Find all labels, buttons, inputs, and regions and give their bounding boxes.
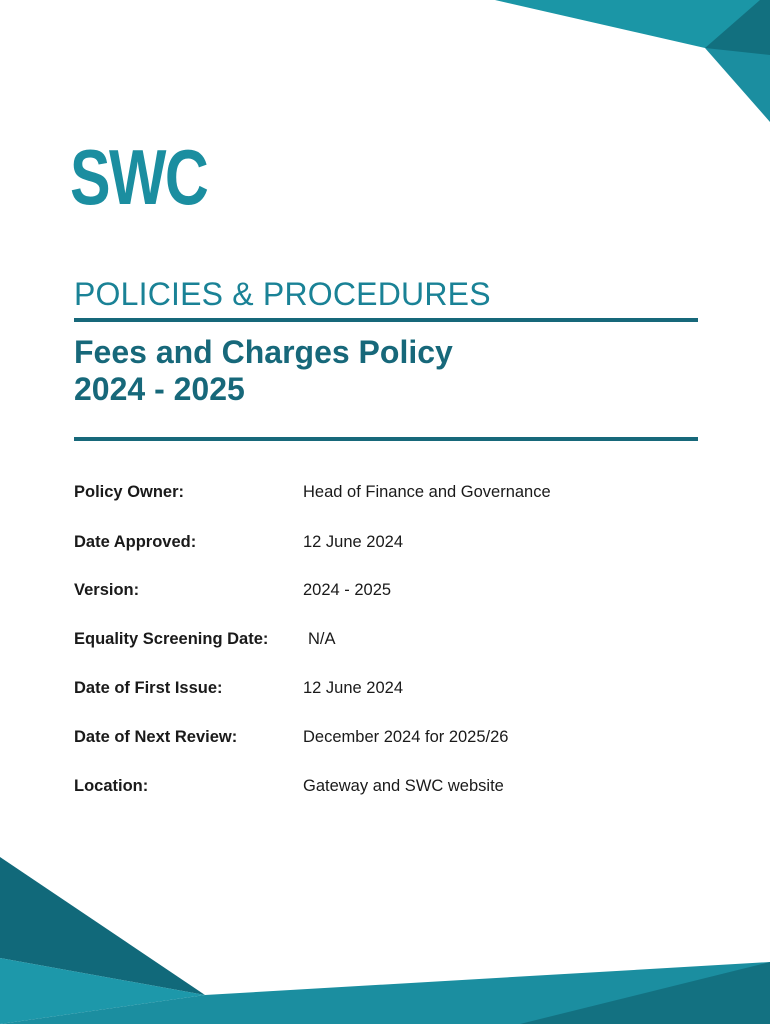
meta-value: December 2024 for 2025/26 xyxy=(303,728,509,746)
title-divider-bottom xyxy=(74,437,698,441)
meta-label: Version: xyxy=(74,581,140,599)
meta-value: 12 June 2024 xyxy=(303,533,404,551)
title-divider-top xyxy=(74,318,698,322)
meta-value: N/A xyxy=(308,630,336,648)
meta-label: Policy Owner: xyxy=(74,483,185,501)
meta-value: 12 June 2024 xyxy=(303,679,404,697)
meta-value: 2024 - 2025 xyxy=(303,581,392,599)
document-title-line2: 2024 - 2025 xyxy=(74,371,245,407)
swc-logo: SWC xyxy=(70,133,208,221)
meta-label: Date Approved: xyxy=(74,533,197,551)
meta-value: Head of Finance and Governance xyxy=(303,483,551,501)
document-title-line1: Fees and Charges Policy xyxy=(74,334,453,370)
document-title xyxy=(74,334,453,408)
section-title: POLICIES & PROCEDURES xyxy=(74,276,491,312)
meta-label: Date of Next Review: xyxy=(74,728,238,746)
meta-value: Gateway and SWC website xyxy=(303,777,504,795)
meta-label: Equality Screening Date: xyxy=(74,630,269,648)
top-right-shape-mid xyxy=(705,48,770,122)
meta-label: Location: xyxy=(74,777,149,795)
meta-label: Date of First Issue: xyxy=(74,679,223,697)
